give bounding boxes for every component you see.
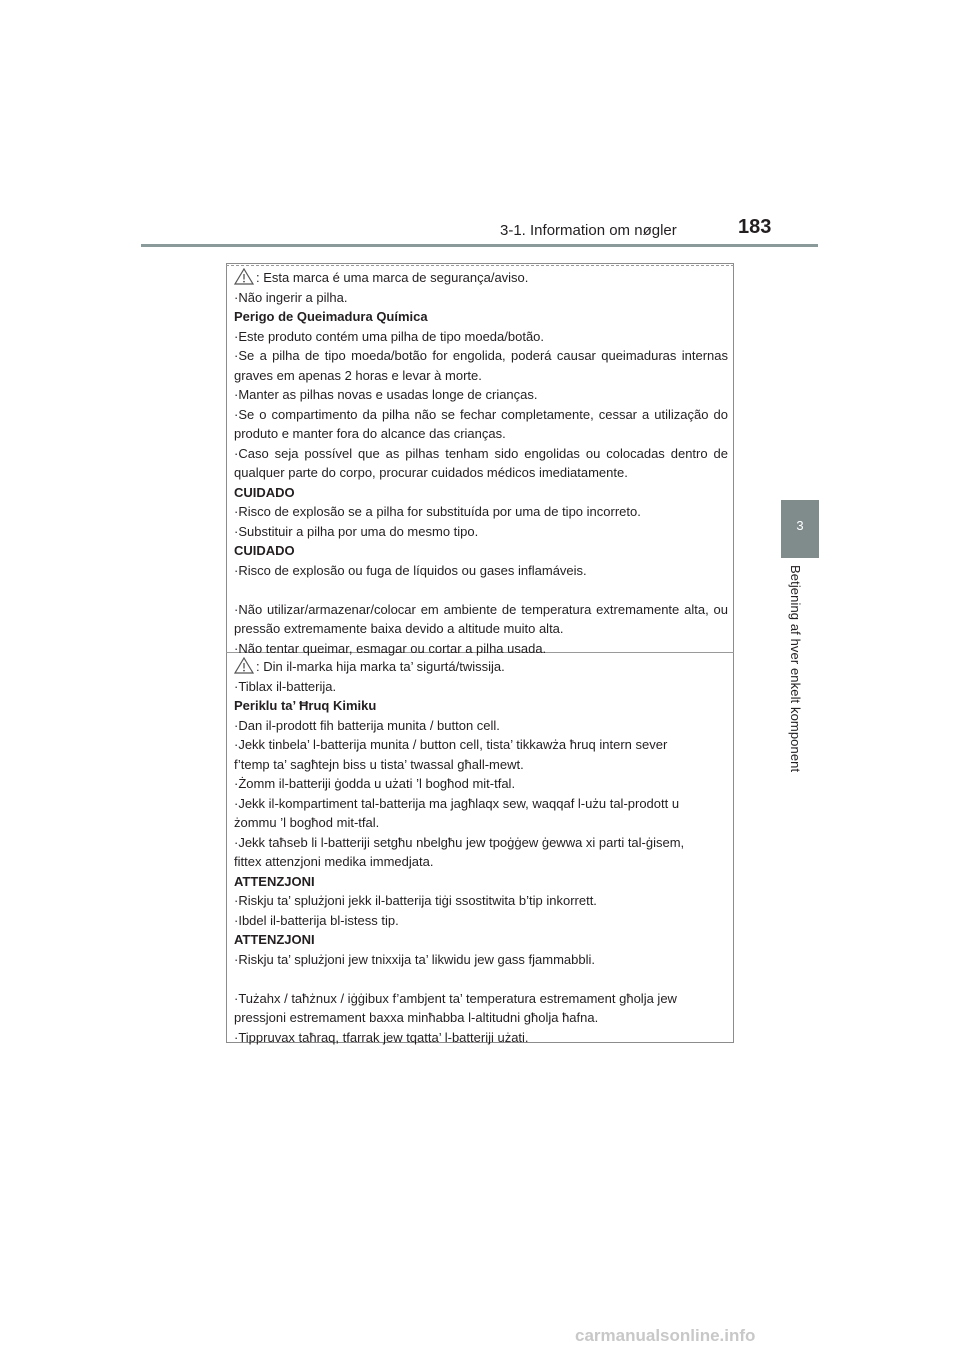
watermark: carmanualsonline.info: [575, 1326, 756, 1345]
instruction-line: ·Se a pilha de tipo moeda/botão for engolida, poderá causar queimaduras internas graves em apenas 2 horas e levar à morte.: [234, 348, 728, 383]
warning-legend-text: : Esta marca é uma marca de segurança/aviso.: [256, 270, 529, 285]
instruction-line: ·Este produto contém uma pilha de tipo moeda/botão.: [234, 328, 545, 344]
instruction-line: ·Tippruvax taħraq, tfarrak jew tqatta’ l-batteriji użati.: [234, 1029, 529, 1045]
chapter-tab: 3: [781, 500, 819, 558]
header-rule: [141, 244, 818, 247]
instruction-line: ·Riskju ta’ splużjoni jew tnixxija ta’ likwidu jew gass fjammabbli.: [234, 951, 595, 967]
hazard-heading: Periklu ta’ Ħruq Kimiku: [234, 698, 377, 713]
warning-triangle-icon: [234, 657, 254, 674]
instruction-line: pressjoni estremament baxxa minħabba l-altitudni għolja ħafna.: [234, 1010, 599, 1025]
instruction-line: ·Não ingerir a pilha.: [234, 289, 348, 305]
portuguese-warning: [234, 268, 728, 658]
warning-legend-pt: [234, 268, 728, 288]
warning-triangle-icon: [234, 268, 254, 285]
instruction-line: ·Manter as pilhas novas e usadas longe de crianças.: [234, 387, 538, 402]
maltese-warning: [234, 657, 728, 1047]
chapter-title: Betjening af hver enkelt komponent: [788, 565, 803, 773]
instruction-line: ·Risco de explosão se a pilha for substituída por uma de tipo incorreto.: [234, 504, 641, 519]
instruction-line: ·Riskju ta’ splużjoni jekk il-batterija tiġi ssostitwita b’tip inkorrett.: [234, 893, 597, 908]
instruction-line: ·Żomm il-batteriji ġodda u użati ’l bogħod mit-tfal.: [234, 776, 516, 791]
instruction-line: ·Tużahx / taħżnux / iġġibux f’ambjent ta’ temperatura estremament għolja jew: [234, 990, 677, 1006]
box-top-divider: [226, 265, 734, 266]
section-title: 3-1. Information om nøgler: [500, 222, 677, 239]
instruction-line: ·Dan il-prodott fih batterija munita / button cell.: [234, 717, 500, 733]
caution-heading: ATTENZJONI: [234, 873, 315, 889]
instruction-line: ·Jekk taħseb li l-batteriji setgħu nbelgħu jew tpoġġew ġewwa xi parti tal-ġisem,: [234, 834, 685, 850]
instruction-line: ·Jekk tinbela’ l-batterija munita / button cell, tista’ tikkawża ħruq intern sever: [234, 737, 668, 752]
warning-legend-mt: [234, 657, 728, 677]
instruction-line: ·Não utilizar/armazenar/colocar em ambiente de temperatura extremamente alta, ou pressão extremamente baixa devido a altitude muito alta.: [234, 601, 728, 636]
instruction-line: ·Se o compartimento da pilha não se fechar completamente, cessar a utilização do produto e manter fora do alcance das crianças.: [234, 406, 728, 441]
page-number: 183: [738, 216, 772, 238]
instruction-line: ·Caso seja possível que as pilhas tenham sido engolidas ou colocadas dentro de qualquer parte do corpo, procurar cuidados médicos imediatamente.: [234, 445, 728, 480]
hazard-heading: Perigo de Queimadura Química: [234, 309, 428, 324]
instruction-line: ·Ibdel il-batterija bl-istess tip.: [234, 912, 399, 928]
instruction-line: ·Risco de explosão ou fuga de líquidos ou gases inflamáveis.: [234, 562, 587, 578]
caution-heading: CUIDADO: [234, 543, 295, 558]
instruction-line: ·Jekk il-kompartiment tal-batterija ma jagħlaqx sew, waqqaf l-użu tal-prodott u: [234, 795, 680, 811]
caution-heading: ATTENZJONI: [234, 932, 315, 947]
instruction-line: ·Não tentar queimar, esmagar ou cortar a pilha usada.: [234, 640, 547, 656]
instruction-line: ·Tiblax il-batterija.: [234, 678, 337, 694]
caution-heading: CUIDADO: [234, 484, 295, 500]
instruction-line: ·Substituir a pilha por uma do mesmo tipo.: [234, 523, 479, 539]
instruction-line: fittex attenzjoni medika immedjata.: [234, 854, 434, 869]
instruction-line: żommu ’l bogħod mit-tfal.: [234, 815, 380, 830]
instruction-line: f’temp ta’ sagħtejn biss u tista’ twassal għall-mewt.: [234, 756, 524, 772]
warning-legend-text: : Din il-marka hija marka ta’ sigurtá/twissija.: [256, 659, 505, 674]
